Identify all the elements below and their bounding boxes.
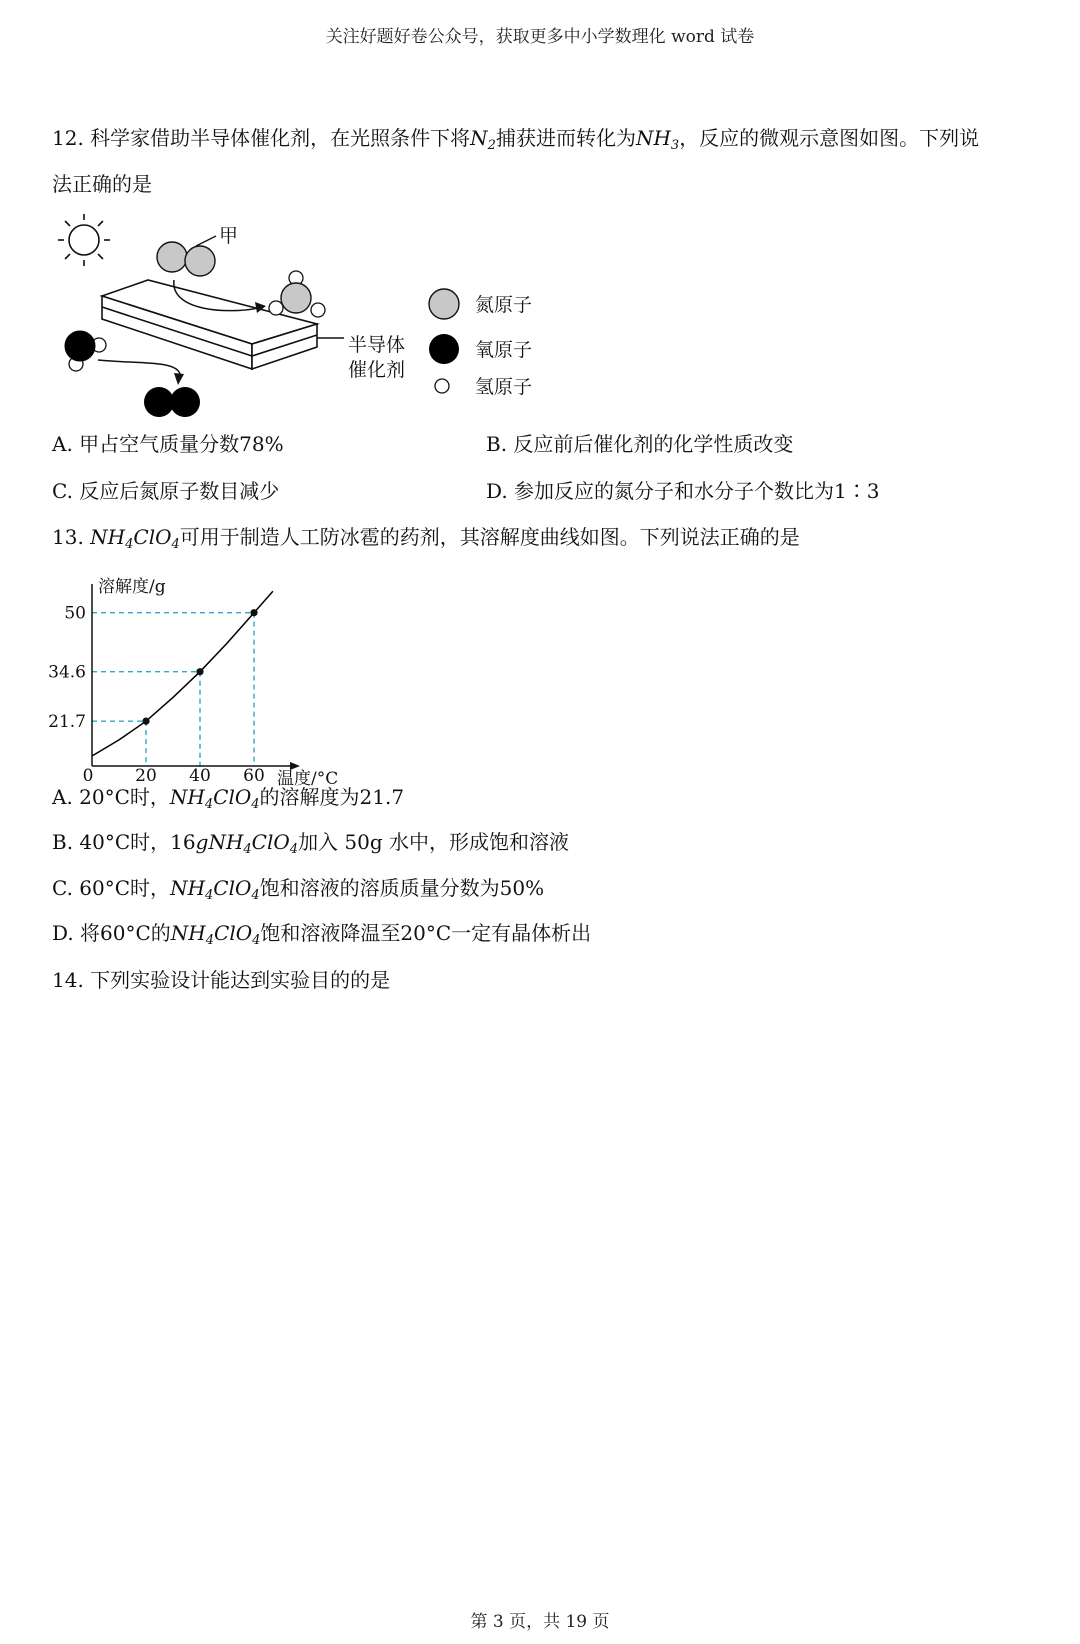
q12-stem-line2: 法正确的是 xyxy=(52,172,152,196)
h2o-molecule xyxy=(65,331,106,371)
legend-hydrogen-swatch xyxy=(435,379,449,393)
x-tick-label: 20 xyxy=(135,766,157,786)
q12-stem-line1: 12. 科学家借助半导体催化剂，在光照条件下将$N_2$捕获进而转化为$NH_3$，反应的微观示意图如图。下列说 xyxy=(52,126,980,153)
q13-option-c: C. 60°C时，$NH_4ClO_4$饱和溶液的溶质质量分数为50% xyxy=(52,876,545,903)
q13-option-a: A. 20°C时，$NH_4ClO_4$的溶解度为21.7 xyxy=(52,785,405,812)
formula-nh4clo4: $NH_4ClO_4$ xyxy=(90,525,180,552)
legend-oxygen-swatch xyxy=(429,334,459,364)
arrow-head xyxy=(174,373,184,385)
solubility-chart xyxy=(44,577,374,808)
arrow-to-o2 xyxy=(98,360,180,374)
q12-option-b: B. 反应前后催化剂的化学性质改变 xyxy=(486,432,794,456)
x-tick-label: 60 xyxy=(243,766,265,786)
legend xyxy=(429,289,532,398)
q13-option-d: D. 将60°C的$NH_4ClO_4$饱和溶液降温至20°C一定有晶体析出 xyxy=(52,921,592,948)
x-axis-label: 温度/°C xyxy=(277,769,339,789)
data-point xyxy=(250,609,257,616)
sun-icon xyxy=(58,214,110,266)
q13-stem: 13. $NH_4ClO_4$可用于制造人工防冰雹的药剂，其溶解度曲线如图。下列说法正确的是 xyxy=(52,525,800,552)
solubility-curve xyxy=(92,591,273,756)
chart-points xyxy=(142,609,257,725)
page-footer: 第 3 页，共 19 页 xyxy=(470,1612,610,1632)
jia-pointer-line xyxy=(196,236,216,246)
q12-number: 12. xyxy=(52,126,84,150)
formula-n2: $N_2$ xyxy=(470,126,496,153)
y-tick-label: 50 xyxy=(64,603,86,624)
q12-option-c: C. 反应后氮原子数目减少 xyxy=(52,479,280,503)
page-header: 关注好题好卷公众号，获取更多中小学数理化 word 试卷 xyxy=(325,27,755,47)
reaction-diagram xyxy=(52,214,572,440)
data-point xyxy=(196,668,203,675)
origin-label: 0 xyxy=(82,766,94,786)
x-tick-label: 40 xyxy=(189,766,211,786)
data-point xyxy=(142,718,149,725)
y-axis-label: 溶解度/g xyxy=(98,577,166,597)
label-jia: 甲 xyxy=(219,225,239,247)
chart-guides xyxy=(92,613,254,766)
formula-nh3: $NH_3$ xyxy=(635,126,680,153)
q12-option-d: D. 参加反应的氮分子和水分子个数比为1∶3 xyxy=(486,479,880,503)
legend-hydrogen-label: 氢原子 xyxy=(475,376,533,398)
y-tick-label: 34.6 xyxy=(48,662,86,683)
q13-number: 13. xyxy=(52,525,84,549)
legend-nitrogen-label: 氮原子 xyxy=(475,294,533,316)
n2-molecule xyxy=(157,242,215,276)
q14-stem: 14. 下列实验设计能达到实验目的的是 xyxy=(52,968,391,992)
nh3-molecule xyxy=(269,271,325,317)
catalyst-label-line1: 半导体 xyxy=(348,334,406,356)
catalyst-label-line2: 催化剂 xyxy=(348,359,406,381)
legend-nitrogen-swatch xyxy=(429,289,459,319)
q13-option-b: B. 40°C时，16gNH$_4$ClO$_4$加入 50g 水中，形成饱和溶液 xyxy=(52,830,570,857)
chart-ticks xyxy=(48,604,265,786)
q12-option-a: A. 甲占空气质量分数78% xyxy=(52,432,284,456)
y-tick-label: 21.7 xyxy=(48,712,86,733)
o2-molecule xyxy=(144,387,200,417)
legend-oxygen-label: 氧原子 xyxy=(475,339,533,361)
